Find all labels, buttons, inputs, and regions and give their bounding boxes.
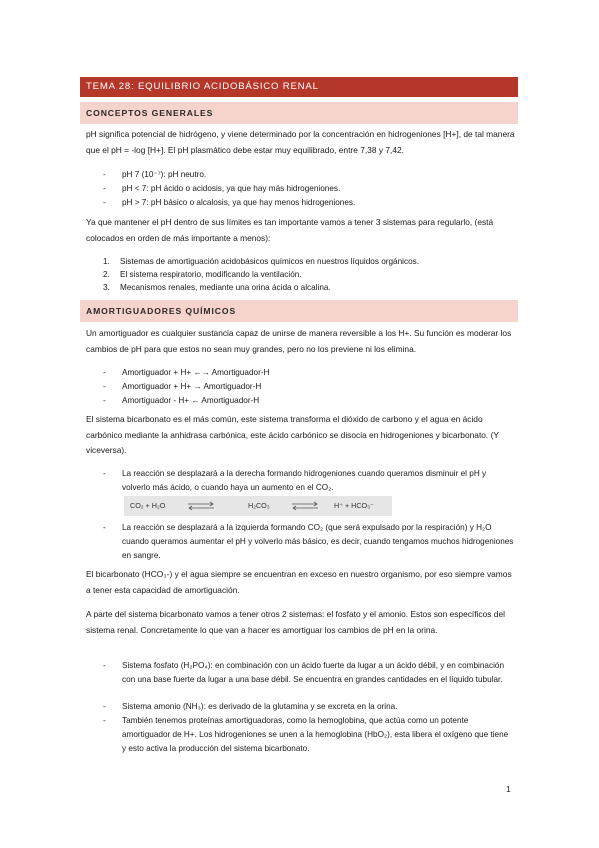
paragraph-renal-systems: A parte del sistema bicarbonato vamos a tener otros 2 sistemas: el fosfato y el amonio. Estos son específicos del sistema renal. Concretamente lo que van a hacer es amortiguar los cambios de pH en la orina. [86,609,505,635]
paragraph-bicarbonate-system: El sistema bicarbonato es el más común, este sistema transforma el dióxido de carbono y el agua en ácido carbónico mediante la anhidrasa carbónica, este ácido carbónico se disocia en hidrogeniones y bicarbonato. (Y viceversa). [86,414,499,456]
bullet-marker: - [103,396,106,405]
bullet-marker: - [103,702,106,711]
bicarbonate-equation [124,496,392,516]
bullet-marker: - [103,523,106,532]
page-number: 1 [506,784,511,794]
paragraph-buffer-definition: Un amortiguador es cualquier sustancia capaz de unirse de manera reversible a los H+. Su función es moderar los cambios de pH para que estos no sean muy grandes, pero no los previene ni los elimina. [86,328,512,354]
equation-products: H⁺ + HCO₃⁻ [334,501,374,510]
double-arrow-icon [186,501,216,511]
reaction-backward: Amortiguador - H+ ← Amortiguador-H [122,396,260,405]
bullet-phosphate-system: Sistema fosfato (H₂PO₄): en combinación con un ácido fuerte da lugar a un ácido débil, y en combinación con una base fuerte da lugar a una base débil. Se encuentra en grandes cantidades en el líquido tubular. [122,661,504,684]
list-number: 3. [103,283,110,292]
bullet-marker: - [103,716,106,725]
bullet-protein-buffers: También tenemos proteínas amortiguadoras, como la hemoglobina, que actúa como un potente amortiguador de H+. Los hidrogeniones se unen a la hemoglobina (HbO₂), esta libera el oxígeno que tiene y esto activa la producción del sistema bicarbonato. [122,716,509,753]
double-arrow-icon [290,501,320,511]
document-title: TEMA 28: EQUILIBRIO ACIDOBÁSICO RENAL [80,77,518,97]
bullet-marker: - [103,382,106,391]
section-heading-amortiguadores: AMORTIGUADORES QUÍMICOS [80,300,518,322]
paragraph-bicarbonate-excess: El bicarbonato (HCO₃-) y el agua siempre se encuentran en exceso en nuestro organismo, por eso siempre vamos a tener esta capacidad de amortiguación. [86,569,512,595]
bullet-marker: - [103,469,106,478]
equation-intermediate: H₂CO₃ [248,501,270,510]
bullet-ph-basic: pH > 7: pH básico o alcalosis, ya que hay menos hidrogeniones. [122,198,356,207]
list-item-renal: Mecanismos renales, mediante una orina ácida o alcalina. [120,283,331,292]
bullet-ammonium-system: Sistema amonio (NH₃): es derivado de la glutamina y se excreta en la orina. [122,702,398,711]
list-number: 1. [103,257,110,266]
bullet-marker: - [103,661,106,670]
equation-reactants: CO₂ + H₂O [130,501,166,510]
bullet-shift-right: La reacción se desplazará a la derecha formando hidrogeniones cuando queramos disminuir el pH y volverlo más ácido, o cuando haya un aumento en el CO₂. [122,469,487,492]
bullet-marker: - [103,368,106,377]
paragraph-ph-definition: pH significa potencial de hidrógeno, y viene determinado por la concentración en hidrogeniones [H+], de tal manera que el pH = -log [H+]. El pH plasmático debe estar muy equilibrado, entre 7,38 y 7,42. [86,129,515,155]
list-item-respiratory: El sistema respiratorio, modificando la ventilación. [120,270,302,279]
reaction-forward: Amortiguador + H+ → Amortiguador-H [122,382,262,391]
bullet-shift-left: La reacción se desplazará a la izquierda formando CO₂ (que será expulsado por la respiración) y H₂O cuando queramos aumentar el pH y volverlo más básico, es decir, cuando tengamos muchos hidrogeniones en sangre. [122,523,514,560]
bullet-ph-acid: pH < 7: pH ácido o acidosis, ya que hay más hidrogeniones. [122,184,341,193]
section-heading-conceptos: CONCEPTOS GENERALES [80,102,518,124]
reaction-reversible: Amortiguador + H+ ←→ Amortiguador-H [122,368,270,377]
bullet-marker: - [103,170,106,179]
list-number: 2. [103,270,110,279]
list-item-chemical: Sistemas de amortiguación acidobásicos químicos en nuestros líquidos orgánicos. [120,257,420,266]
bullet-marker: - [103,184,106,193]
paragraph-three-systems: Ya que mantener el pH dentro de sus límites es tan importante vamos a tener 3 sistemas para regularlo, (está colocados en orden de más importante a menos): [86,217,494,243]
bullet-ph-neutral: pH 7 (10⁻⁷): pH neutro. [122,170,207,179]
bullet-marker: - [103,198,106,207]
